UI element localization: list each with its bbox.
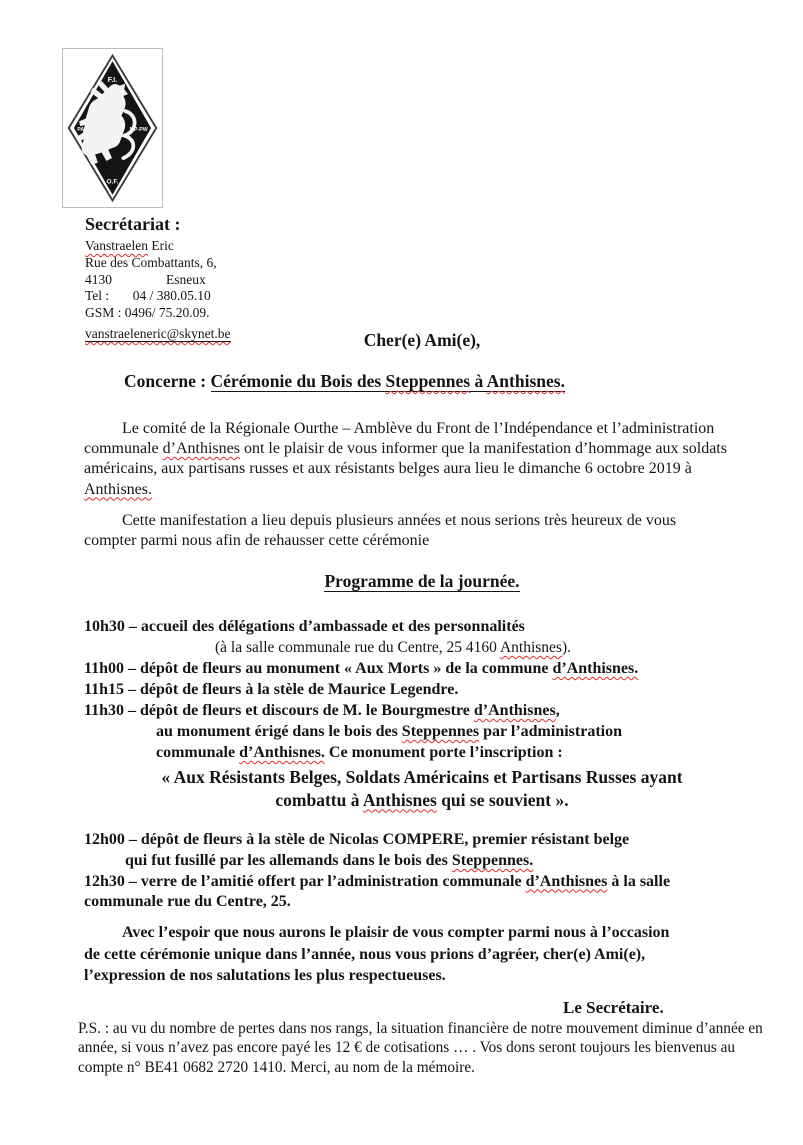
text-line <box>84 789 760 812</box>
logo-text-left: PA-PL <box>77 126 93 133</box>
text-line <box>85 272 231 289</box>
text-line <box>85 255 231 272</box>
text-segment: « Aux Résistants Belges, Soldats Américains et Partisans Russes ayant <box>161 767 683 787</box>
misspelled-word: Anthisnes <box>499 639 562 656</box>
text-line <box>84 872 670 893</box>
text-line <box>78 1058 763 1077</box>
closing-paragraph <box>84 922 669 987</box>
text-line <box>84 531 676 551</box>
text-line <box>84 830 670 851</box>
intro-paragraph <box>84 419 727 500</box>
text-segment: américains, aux partisans russes et aux résistants belges aura lieu le dimanche 6 octobre 2019 à <box>84 460 692 478</box>
text-segment: communale rue du Centre, 25. <box>84 893 291 911</box>
text-line <box>84 419 727 439</box>
text-line <box>84 511 676 531</box>
text-segment: Cette manifestation a lieu depuis plusieurs années et nous serions très heureux de vous <box>122 512 677 529</box>
text-line <box>84 637 638 658</box>
text-line <box>78 1019 763 1038</box>
text-segment: à la salle <box>607 872 671 890</box>
text-segment: ). <box>561 639 571 656</box>
text-segment: au monument érigé dans le bois des <box>156 723 402 740</box>
text-segment: 10h30 – accueil des délégations d’ambassade et des personnalités <box>84 618 525 635</box>
programme-heading <box>84 571 760 592</box>
text-line <box>84 700 638 721</box>
text-line <box>85 305 231 322</box>
logo-text-bottom: O.F. <box>106 178 119 186</box>
text-segment: 11h30 – dépôt de fleurs et discours de M. le Bourgmestre <box>84 702 474 719</box>
programme-heading-text: Programme de la journée. <box>324 571 520 591</box>
text-segment: Tel : 04 / 380.05.10 <box>85 288 211 304</box>
text-segment: combattu à <box>275 789 363 810</box>
misspelled-word: Steppennes <box>401 723 480 740</box>
text-segment: 11h15 – dépôt de fleurs à la stèle de Maurice Legendre. <box>84 681 459 698</box>
text-segment: par l’administration <box>479 723 622 740</box>
misspelled-word: Anthisnes <box>362 789 437 810</box>
text-segment: Rue des Combattants, 6, <box>85 254 217 270</box>
text-line <box>84 679 638 700</box>
misspelled-word: Steppennes <box>385 371 471 391</box>
fi-lion-emblem <box>65 52 160 204</box>
text-line <box>84 459 727 479</box>
misspelled-word: d’Anthisnes <box>162 440 240 458</box>
text-segment: Le comité de la Régionale Ourthe – Amblève du Front de l’Indépendance et l’administration <box>122 420 715 437</box>
text-segment: P.S. : au vu du nombre de pertes dans nos rangs, la situation financière de notre mouvement diminue d’année en <box>78 1020 763 1037</box>
programme-list <box>84 616 638 763</box>
text-line <box>84 658 638 679</box>
text-segment: 4130 Esneux <box>85 271 206 287</box>
misspelled-word: vanstraeleneric@skynet.be <box>85 325 231 341</box>
text-segment: GSM : 0496/ 75.20.09. <box>85 305 210 321</box>
text-line <box>124 371 565 392</box>
text-segment: Concerne : <box>124 371 211 391</box>
text-segment: à <box>470 371 487 391</box>
logo-text-top: F.I. <box>107 76 118 84</box>
text-segment: communale <box>156 744 240 761</box>
text-segment: 12h00 – dépôt de fleurs à la stèle de Nicolas COMPERE, premier résistant belge <box>84 831 630 848</box>
signature: Le Secrétaire. <box>563 998 664 1017</box>
secretariat-contact <box>85 238 231 343</box>
text-segment: communale <box>84 440 163 458</box>
second-paragraph <box>84 511 676 551</box>
misspelled-word: d’Anthisnes. <box>552 660 639 677</box>
text-segment: Eric <box>147 238 174 253</box>
misspelled-word: d’Anthisnes <box>525 872 608 890</box>
text-line <box>84 965 669 987</box>
text-line <box>84 616 638 637</box>
secretariat-block <box>85 214 231 343</box>
text-line <box>84 480 727 500</box>
text-segment: ont le plaisir de vous informer que la manifestation d’hommage aux soldats <box>239 440 727 458</box>
text-segment: l’expression de nos salutations les plus respectueuses. <box>84 967 446 984</box>
text-line <box>84 851 670 872</box>
text-segment: (à la salle communale rue du Centre, 25 4160 <box>215 639 500 656</box>
text-segment: 12h30 – verre de l’amitié offert par l’administration communale <box>84 872 526 890</box>
text-segment: Cérémonie du Bois des <box>210 371 386 391</box>
misspelled-word: d’Anthisnes. <box>239 744 325 761</box>
text-segment: compte n° BE41 0682 2720 1410. Merci, au nom de la mémoire. <box>78 1058 475 1076</box>
text-line <box>84 439 727 459</box>
text-line <box>85 238 231 255</box>
text-line <box>84 721 638 742</box>
misspelled-word: Anthisnes. <box>486 371 565 391</box>
misspelled-word: Anthisnes. <box>84 480 152 498</box>
text-line <box>84 742 638 763</box>
secretariat-heading: Secrétariat : <box>85 214 181 234</box>
text-segment: Avec l’espoir que nous aurons le plaisir de vous compter parmi nous à l’occasion <box>122 924 670 941</box>
postscript-paragraph <box>78 1019 763 1077</box>
text-segment: , <box>555 702 560 719</box>
text-segment: de cette cérémonie unique dans l’année, nous vous prions d’agréer, cher(e) Ami(e), <box>84 945 646 963</box>
misspelled-word: Vanstraelen <box>85 238 148 253</box>
text-line <box>84 944 669 966</box>
text-segment: compter parmi nous afin de rehausser cette cérémonie <box>84 532 430 550</box>
text-line <box>84 922 669 944</box>
subject-line <box>124 371 565 392</box>
text-line <box>84 766 760 789</box>
text-line <box>84 892 670 913</box>
logo-text-right: MP-PW <box>129 126 148 133</box>
text-line <box>85 288 231 305</box>
salutation: Cher(e) Ami(e), <box>363 330 481 350</box>
monument-inscription-quote <box>84 766 760 811</box>
organization-logo <box>62 48 163 208</box>
text-segment: Ce monument porte l’inscription : <box>324 744 563 761</box>
misspelled-word: Steppennes. <box>451 851 534 869</box>
text-segment: qui fut fusillé par les allemands dans le bois des <box>125 851 452 869</box>
text-segment: 11h00 – dépôt de fleurs au monument « Aux Morts » de la commune <box>84 660 553 677</box>
misspelled-word: d’Anthisnes <box>473 702 556 719</box>
text-segment: année, si vous n’avez pas encore payé les 12 € de cotisations … . Vos dons seront toujours les bienvenus au <box>78 1039 736 1057</box>
text-line <box>78 1038 763 1057</box>
programme-list-afternoon <box>84 830 670 913</box>
text-segment: qui se souvient ». <box>436 789 569 810</box>
